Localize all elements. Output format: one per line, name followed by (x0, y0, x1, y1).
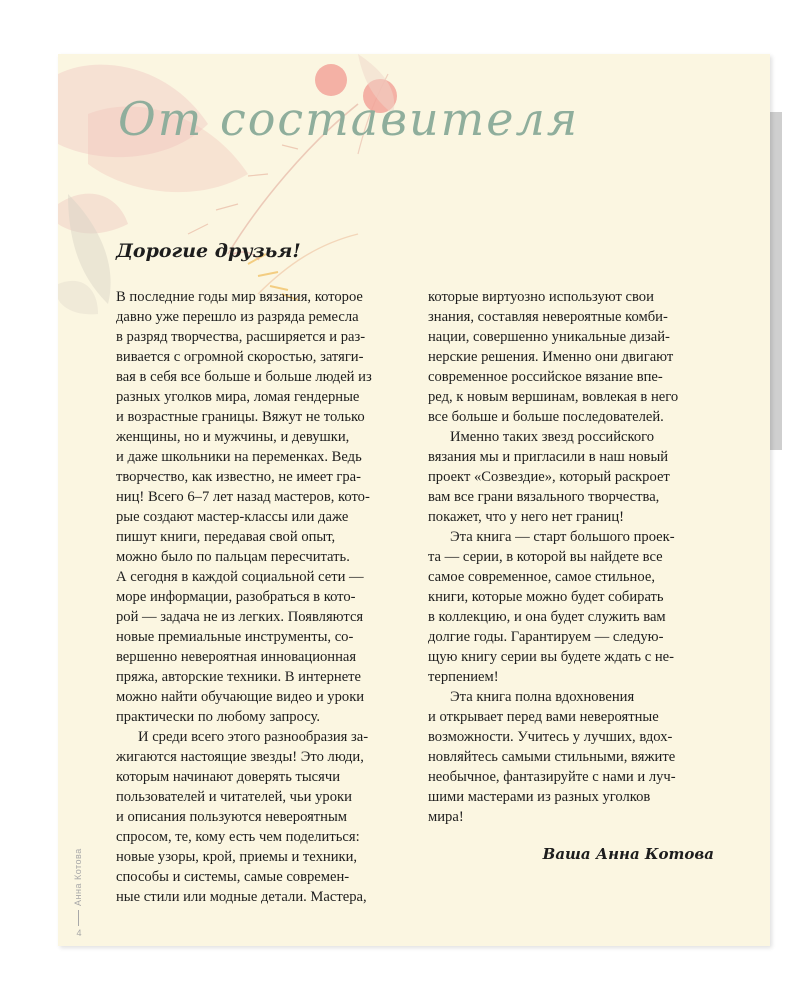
text-line: необычное, фантазируйте с нами и луч- (428, 769, 676, 785)
text-line: пряжа, авторские техники. В интернете (116, 669, 362, 685)
text-line: и даже школьники на переменках. Ведь (116, 449, 362, 465)
text-line: долгие годы. Гарантируем — следую- (428, 629, 664, 645)
text-line: вивается с огромной скоростью, затяги- (116, 349, 364, 365)
text-line: можно найти обучающие видео и уроки (116, 689, 365, 705)
text-line: пользователей и читателей, чьи уроки (116, 789, 352, 805)
text-line: самое современное, самое стильное, (428, 569, 655, 585)
text-line: современное российское вязание впе- (428, 369, 663, 385)
text-line: вязания мы и пригласили в наш новый (428, 449, 669, 465)
text-line: новляйтесь самыми стильными, вяжите (428, 749, 676, 765)
text-line: которые виртуозно используют свои (428, 289, 654, 305)
text-line: ные стили или модные детали. Мастера, (116, 889, 367, 905)
text-line: море информации, разобраться в кото- (116, 589, 356, 605)
text-line: рые создают мастер-классы или даже (116, 509, 349, 525)
right-text-column (428, 287, 718, 827)
text-line: знания, составляя невероятные комби- (428, 309, 668, 325)
text-line: шими мастерами из разных уголков (428, 789, 651, 805)
text-line: способы и системы, самые современ- (116, 869, 350, 885)
text-line: в коллекцию, и она будет служить вам (428, 609, 666, 625)
text-line: в разряд творчества, расширяется и раз- (116, 329, 366, 345)
book-page (58, 54, 770, 946)
footer-divider (78, 910, 79, 926)
text-line: покажет, что у него нет границ! (428, 509, 625, 525)
text-line: И среди всего этого разнообразия за- (138, 729, 369, 745)
greeting-heading: Дорогие друзья! (116, 240, 301, 262)
text-line: все больше и больше последователей. (428, 409, 664, 425)
text-line: рой — задача не из легких. Появляются (116, 609, 364, 625)
text-line: возможности. Учитесь у лучших, вдох- (428, 729, 673, 745)
text-line: новые узоры, крой, приемы и техники, (116, 849, 358, 865)
text-line: В последние годы мир вязания, которое (116, 289, 363, 305)
text-line: творчество, как известно, не имеет гра- (116, 469, 361, 485)
text-line: ред, к новым вершинам, вовлекая в него (428, 389, 679, 405)
text-line: Именно таких звезд российского (450, 429, 655, 445)
text-line: книги, которые можно будет собирать (428, 589, 664, 605)
text-line: щую книгу серии вы будете ждать с не- (428, 649, 674, 665)
text-line: нерские решения. Именно они двигают (428, 349, 674, 365)
text-line: практически по любому запросу. (116, 709, 321, 725)
text-line: проект «Созвездие», который раскроет (428, 469, 670, 485)
left-text-column (116, 287, 406, 907)
text-line: и возрастные границы. Вяжут не только (116, 409, 365, 425)
running-author-name: Анна Котова (73, 848, 83, 906)
text-line: можно было по пальцам пересчитать. (116, 549, 350, 565)
signature: Ваша Анна Котова (542, 845, 714, 863)
text-line: Эта книга полна вдохновения (450, 689, 635, 705)
text-line: давно уже перешло из разряда ремесла (116, 309, 359, 325)
text-line: которым начинают доверять тысячи (116, 769, 341, 785)
text-line: та — серии, в которой вы найдете все (428, 549, 663, 565)
text-line: ниц! Всего 6–7 лет назад мастеров, кото- (116, 489, 370, 505)
page-number: 4 (76, 928, 82, 938)
text-line: пишут книги, передавая свой опыт, (116, 529, 336, 545)
text-line: новые премиальные инструменты, со- (116, 629, 354, 645)
text-line: А сегодня в каждой социальной сети — (116, 569, 364, 585)
text-line: вам все грани вязального творчества, (428, 489, 660, 505)
text-line: и описания пользуются невероятным (116, 809, 348, 825)
text-line: нации, совершенно уникальные дизай- (428, 329, 670, 345)
text-line: мира! (428, 809, 464, 825)
text-line: вая в себя все больше и больше людей из (116, 369, 372, 385)
text-line: вершенно невероятная инновационная (116, 649, 357, 665)
text-line: и открывает перед вами невероятные (428, 709, 659, 725)
text-line: спросом, те, кому есть чем поделиться: (116, 829, 360, 845)
text-line: разных уголков мира, ломая гендерные (116, 389, 360, 405)
text-line: терпением! (428, 669, 499, 685)
page-title: От составителя (118, 92, 580, 146)
text-line: жигаются настоящие звезды! Это люди, (116, 749, 364, 765)
page-shadow (770, 112, 782, 450)
text-line: женщины, но и мужчины, и девушки, (116, 429, 350, 445)
text-line: Эта книга — старт большого проек- (450, 529, 675, 545)
